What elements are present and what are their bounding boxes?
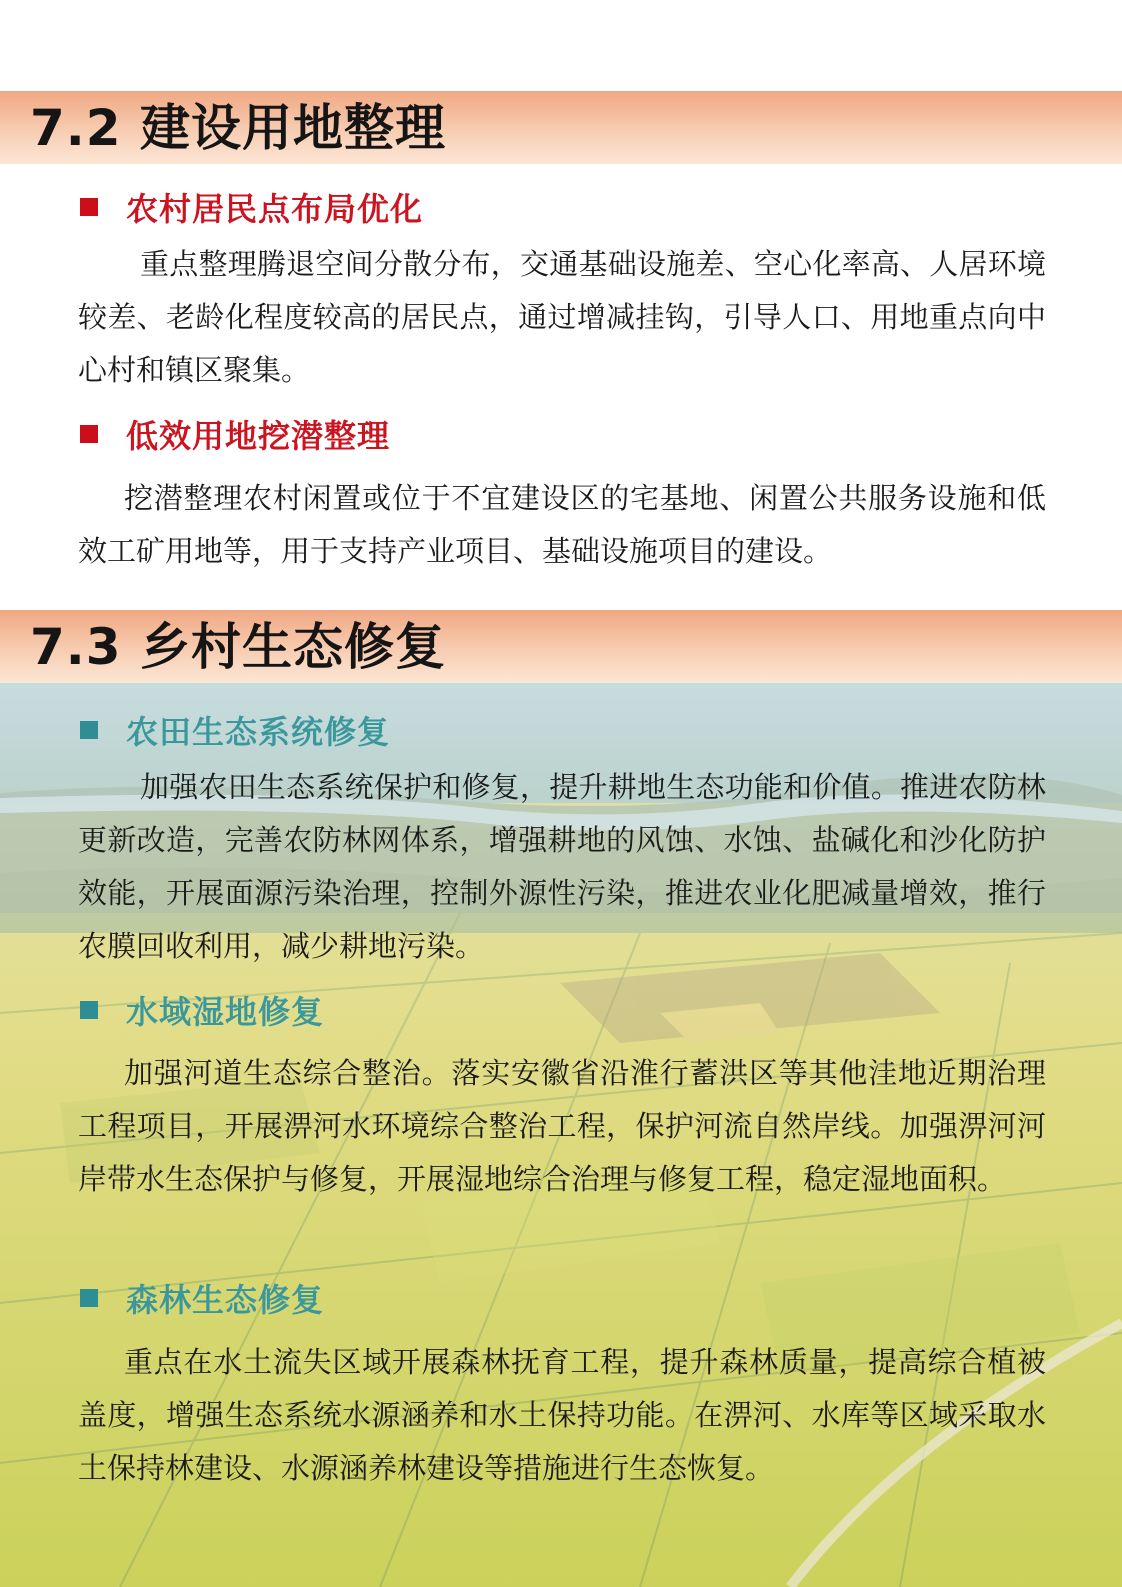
square-bullet-icon [80,721,98,739]
paragraph-farmland-ecosystem: 加强农田生态系统保护和修复，提升耕地生态功能和价值。推进农防林更新改造，完善农防林网体系，增强耕地的风蚀、水蚀、盐碱化和沙化防护效能，开展面源污染治理，控制外源性污染，推进农业化肥减量增效，推行农膜回收利用，减少耕地污染。 [78,770,1046,963]
subheading-wetland: 水域湿地修复 [80,987,324,1033]
section-7-3-header [0,610,1122,683]
square-bullet-icon [80,198,98,216]
subheading-inefficient-land: 低效用地挖潜整理 [80,411,390,457]
square-bullet-icon [80,1289,98,1307]
section-7-3-title: 7.3 乡村生态修复 [30,618,446,676]
section-7-2-header [0,91,1122,164]
subheading-rural-settlement: 农村居民点布局优化 [80,184,423,230]
square-bullet-icon [80,425,98,443]
section-7-2-title: 7.2 建设用地整理 [30,99,446,157]
paragraph-inefficient-land: 挖潜整理农村闲置或位于不宜建设区的宅基地、闲置公共服务设施和低效工矿用地等，用于支持产业项目、基础设施项目的建设。 [78,481,1046,568]
subheading-forest: 森林生态修复 [80,1275,324,1321]
square-bullet-icon [80,1001,98,1019]
paragraph-rural-settlement: 重点整理腾退空间分散分布，交通基础设施差、空心化率高、人居环境较差、老龄化程度较高的居民点，通过增减挂钩，引导人口、用地重点向中心村和镇区聚集。 [78,247,1046,387]
paragraph-forest: 重点在水土流失区域开展森林抚育工程，提升森林质量，提高综合植被盖度，增强生态系统水源涵养和水土保持功能。在淠河、水库等区域采取水土保持林建设、水源涵养林建设等措施进行生态恢复。 [78,1345,1046,1485]
subheading-farmland-ecosystem: 农田生态系统修复 [80,707,390,753]
paragraph-wetland: 加强河道生态综合整治。落实安徽省沿淮行蓄洪区等其他洼地近期治理工程项目，开展淠河水环境综合整治工程，保护河流自然岸线。加强淠河河岸带水生态保护与修复，开展湿地综合治理与修复工程，稳定湿地面积。 [78,1056,1046,1196]
